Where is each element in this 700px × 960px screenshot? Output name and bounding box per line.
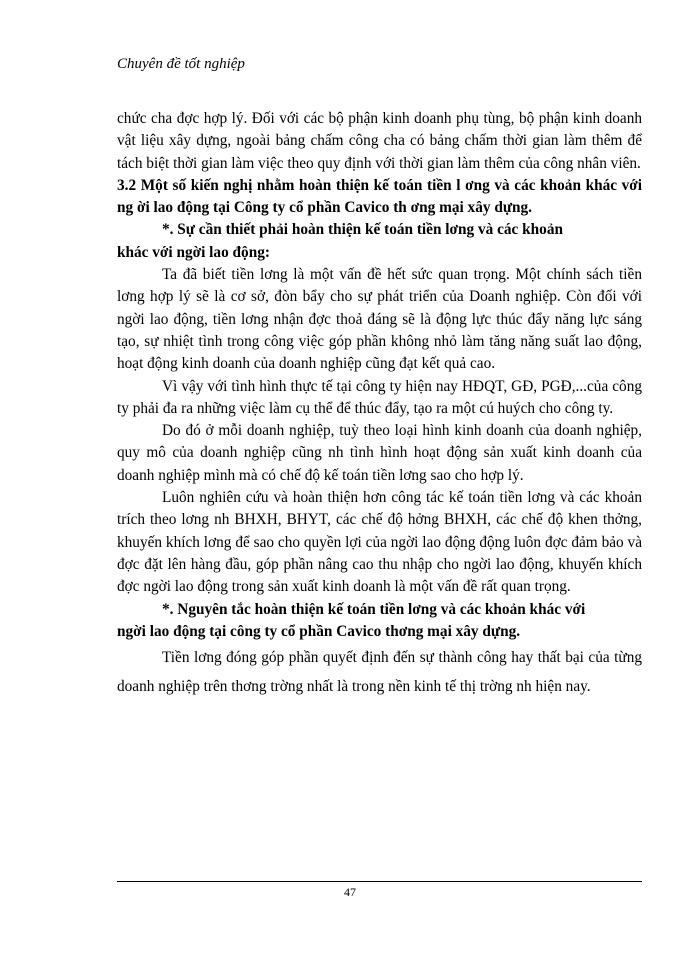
subheading-2-line-2: ngời lao động tại công ty cổ phần Cavico thơng mại xây dựng.: [117, 622, 521, 640]
footer-divider: [117, 881, 642, 882]
section-heading: 3.2 Một số kiến nghị nhằm hoàn thiện kế toán tiền l ơng và các khoản khác với ng ời lao động tại Công ty cổ phần Cavico th ơng mại xây dựng.: [117, 176, 642, 217]
page-number: 47: [344, 885, 356, 899]
paragraph-6: Tiền lơng đóng góp phần quyết định đến sự thành công hay thất bại của từng doanh nghiệp trên thơng trờng nhất là trong nền kinh tế thị trờng nh hiện nay.: [117, 649, 642, 696]
subheading-2-line-1: *. Nguyên tắc hoàn thiện kế toán tiền lơng và các khoản khác với: [162, 600, 586, 618]
paragraph-2: Ta đã biết tiền lơng là một vấn đề hết sức quan trọng. Một chính sách tiền lơng hợp lý sẽ là cơ sở, đòn bẩy cho sự phát triển của Doanh nghiệp. Còn đối với ngời lao động, tiền lơng nhận đợc thoả đáng sẽ là động lực thúc đẩy năng lực sáng tạo, sự nhiệt tình trong công việc góp phần không nhỏ làm tăng năng suất lao động, hoạt động kinh doanh của doanh nghiệp cũng đạt kết quả cao.: [117, 266, 642, 373]
paragraph-3: Vì vậy với tình hình thực tế tại công ty hiện nay HĐQT, GĐ, PGĐ,...của công ty phải đa ra những việc làm cụ thể để thúc đẩy, tạo ra một cú huých cho công ty.: [117, 377, 642, 417]
subheading-1-line-2: khác với ngời lao động:: [117, 243, 270, 261]
page-header: Chuyên đề tốt nghiệp: [117, 56, 245, 72]
document-body: [117, 108, 642, 701]
paragraph-1: chức cha đợc hợp lý. Đối với các bộ phận kinh doanh phụ tùng, bộ phận kinh doanh vật liệu xây dựng, ngoài bảng chấm công cha có bảng chấm thời gian làm thêm để tách biệt thời gian làm việc theo quy định với thời gian làm thêm của công nhân viên.: [117, 110, 642, 172]
paragraph-5: Luôn nghiên cứu và hoàn thiện hơn công tác kế toán tiền lơng và các khoản trích theo lơng nh BHXH, BHYT, các chế độ hởng BHXH, các chế độ khen thởng, khuyến khích lơng để sao cho quyền lợi của ngời lao động động luôn đợc đảm bảo và đợc đặt lên hàng đầu, góp phần nâng cao thu nhập cho ngời lao động, khuyến khích đợc ngời lao động trong sản xuất kinh doanh là một vấn đề rất quan trọng.: [117, 489, 642, 596]
subheading-1-line-1: *. Sự cần thiết phải hoàn thiện kế toán tiền lơng và các khoản: [162, 221, 563, 239]
paragraph-4: Do đó ở mỗi doanh nghiệp, tuỳ theo loại hình kinh doanh của doanh nghiệp, quy mô của doanh nghiệp cũng nh tình hình hoạt động sản xuất kinh doanh của doanh nghiệp mình mà có chế độ kế toán tiền lơng sao cho hợp lý.: [117, 422, 642, 484]
